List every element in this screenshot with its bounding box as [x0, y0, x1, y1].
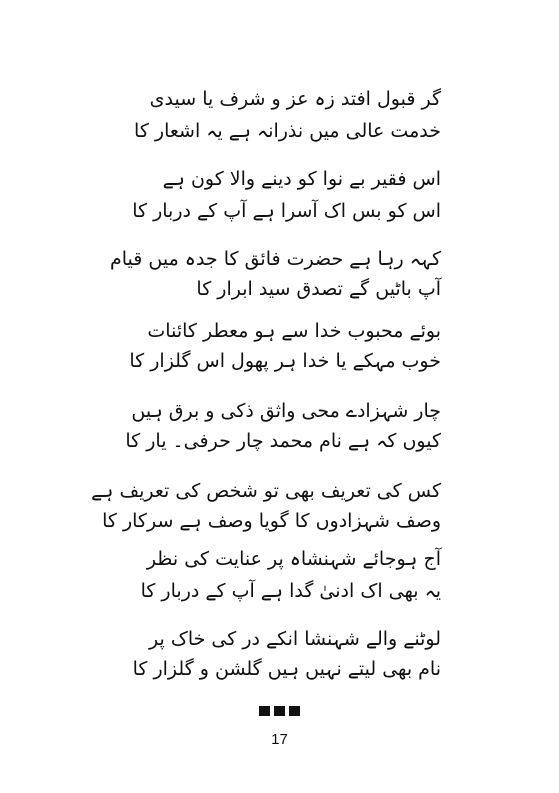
- verse-line: اس کو بس اک آسرا ہے آپ کے دربار کا: [132, 200, 441, 222]
- ornament-square: [289, 706, 300, 716]
- verse-line: کیوں کہ ہے نام محمد چار حرفی۔ یار کا: [125, 430, 441, 452]
- verse-line: آج ہوجائے شہنشاہ پر عنایت کی نظر: [146, 548, 441, 570]
- verse-line: بوئے محبوب خدا سے ہو معطر کائنات: [147, 320, 441, 342]
- verse-line: آپ باٹیں گے تصدق سید ابرار کا: [196, 278, 441, 300]
- verse-line: گر قبول افتد زہ عز و شرف یا سیدی: [149, 88, 441, 110]
- ornament-square: [259, 706, 270, 716]
- verse-line: اس فقیر بے نوا کو دینے والا کون ہے: [162, 168, 441, 190]
- verse-line: کہہ رہا ہے حضرت فائق کا جدہ میں قیام: [109, 248, 441, 270]
- verse-line: خوب مہکے یا خدا ہر پھول اس گلزار کا: [129, 350, 441, 372]
- verse-line: نام بھی لیتے نہیں ہیں گلشن و گلزار کا: [132, 658, 441, 680]
- page-number: 17: [271, 731, 288, 748]
- verse-line: چار شہزادے محی واثق ذکی و برق ہیں: [131, 400, 441, 422]
- verse-line: لوٹنے والے شہنشا انکے در کی خاک پر: [149, 628, 441, 650]
- verse-line: یہ بھی اک ادنیٰ گدا ہے آپ کے دربار کا: [140, 580, 441, 602]
- ornament-square: [274, 706, 285, 716]
- verse-line: کس کی تعریف بھی تو شخص کی تعریف ہے: [91, 480, 441, 502]
- section-end-ornament: [259, 706, 301, 716]
- verse-line: خدمت عالی میں نذرانہ ہے یہ اشعار کا: [134, 120, 441, 142]
- verse-line: وصف شہزادوں کا گویا وصف ہے سرکار کا: [102, 510, 441, 532]
